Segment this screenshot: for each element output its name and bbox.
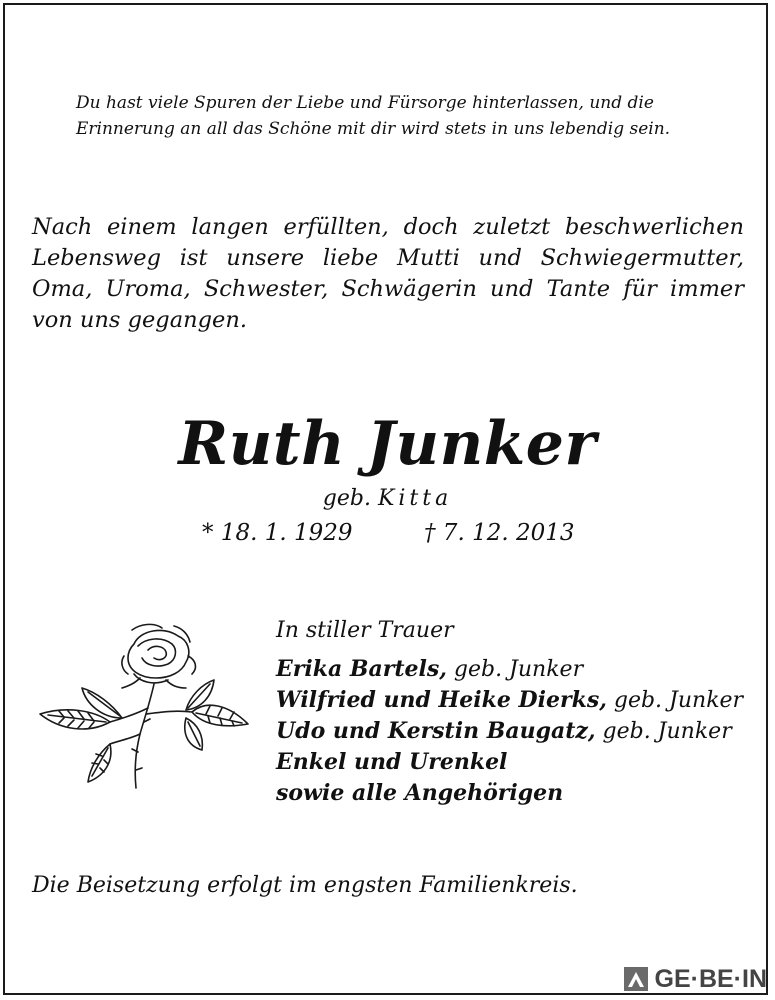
motto-line: Du hast viele Spuren der Liebe und Fürsorge hinterlassen, und die xyxy=(76,93,654,113)
gebein-logo xyxy=(623,964,768,994)
deceased-name: Ruth Junker xyxy=(178,409,597,479)
intro-text xyxy=(32,212,744,336)
mourner-entry xyxy=(276,685,756,716)
mourner-entry xyxy=(276,747,756,778)
mourner-entry xyxy=(276,778,756,809)
mourner-name: Erika Bartels, xyxy=(276,656,447,682)
birth-date: * 18. 1. 1929 xyxy=(202,520,353,546)
mourner-suffix: geb. Junker xyxy=(446,657,584,682)
intro-line: Lebensweg ist unsere liebe Mutti und Schwiegermutter, xyxy=(32,245,744,271)
maiden-prefix: geb. xyxy=(322,486,371,511)
mourner-name: sowie alle Angehörigen xyxy=(276,780,564,806)
intro-line: Nach einem langen erfüllten, doch zuletzt beschwerlichen xyxy=(32,214,744,240)
gebein-logo-icon xyxy=(623,966,649,992)
mourners-block xyxy=(276,616,756,809)
mourner-name: Udo und Kerstin Baugatz, xyxy=(276,718,596,744)
intro-line: von uns gegangen. xyxy=(32,307,247,333)
gebein-logo-text: GE·BE·IN xyxy=(654,964,767,993)
mourners-heading: In stiller Trauer xyxy=(276,618,454,643)
mourner-entry xyxy=(276,716,756,747)
intro-line: Oma, Uroma, Schwester, Schwägerin und Tante für immer xyxy=(32,276,744,302)
mourner-entry xyxy=(276,654,756,685)
maiden-surname: Kitta xyxy=(377,486,453,511)
mourner-suffix: geb. Junker xyxy=(595,719,732,744)
funeral-note: Die Beisetzung erfolgt im engsten Familienkreis. xyxy=(32,873,578,898)
mourner-name: Enkel und Urenkel xyxy=(276,749,508,775)
rose-icon xyxy=(36,622,252,794)
death-date: † 7. 12. 2013 xyxy=(424,520,575,546)
maiden-name xyxy=(0,484,775,514)
mourner-suffix: geb. Junker xyxy=(606,688,744,713)
motto-line: Erinnerung an all das Schöne mit dir wird stets in uns lebendig sein. xyxy=(76,119,671,139)
mourner-name: Wilfried und Heike Dierks, xyxy=(276,687,607,713)
motto-quote xyxy=(76,90,756,142)
